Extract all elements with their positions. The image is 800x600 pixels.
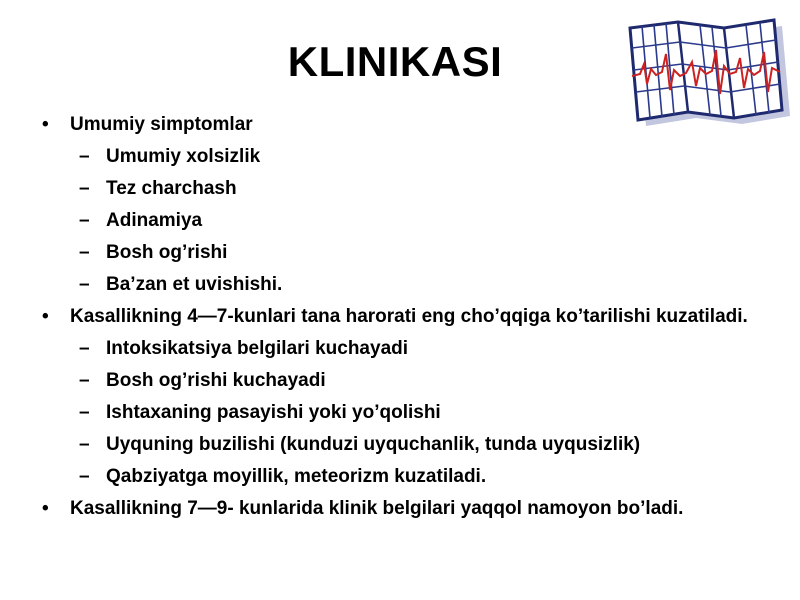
sub-item-text: Ishtaxaning pasayishi yoki yo’qolishi bbox=[106, 402, 441, 423]
dash-icon: – bbox=[79, 178, 90, 199]
dash-icon: – bbox=[79, 274, 90, 295]
dash-icon: – bbox=[79, 402, 90, 423]
slide-content bbox=[40, 112, 780, 528]
bullet-item bbox=[40, 112, 780, 137]
sub-item bbox=[40, 144, 780, 169]
bullet-icon: • bbox=[42, 114, 49, 135]
sub-item bbox=[40, 432, 780, 457]
bullet-icon: • bbox=[42, 498, 49, 519]
bullet-icon: • bbox=[42, 306, 49, 327]
sub-item-text: Umumiy xolsizlik bbox=[106, 146, 261, 167]
sub-list bbox=[40, 336, 780, 489]
dash-icon: – bbox=[79, 146, 90, 167]
sub-item bbox=[40, 176, 780, 201]
dash-icon: – bbox=[79, 370, 90, 391]
ecg-chart-icon bbox=[620, 14, 790, 126]
sub-item bbox=[40, 464, 780, 489]
sub-item-text: Uyquning buzilishi (kunduzi uyquchanlik, tunda uyqusizlik) bbox=[106, 434, 641, 455]
bullet-text: Kasallikning 4—7-kunlari tana harorati eng cho’qqiga ko’tarilishi kuzatiladi. bbox=[70, 306, 748, 327]
sub-list bbox=[40, 144, 780, 297]
sub-item-text: Qabziyatga moyillik, meteorizm kuzatiladi. bbox=[106, 466, 487, 487]
bullet-item bbox=[40, 304, 780, 329]
sub-item bbox=[40, 240, 780, 265]
sub-item-text: Intoksikatsiya belgilari kuchayadi bbox=[106, 338, 409, 359]
sub-item bbox=[40, 336, 780, 361]
bullet-text: Kasallikning 7—9- kunlarida klinik belgilari yaqqol namoyon bo’ladi. bbox=[70, 498, 684, 519]
sub-item-text: Bosh og’rishi bbox=[106, 242, 228, 263]
dash-icon: – bbox=[79, 242, 90, 263]
sub-item-text: Bosh og’rishi kuchayadi bbox=[106, 370, 326, 391]
dash-icon: – bbox=[79, 466, 90, 487]
bullet-item bbox=[40, 496, 780, 521]
bullet-text: Umumiy simptomlar bbox=[70, 114, 253, 135]
slide-title: KLINIKASI bbox=[287, 38, 503, 85]
sub-item bbox=[40, 208, 780, 233]
sub-item-text: Adinamiya bbox=[106, 210, 203, 231]
sub-item bbox=[40, 400, 780, 425]
dash-icon: – bbox=[79, 210, 90, 231]
sub-item bbox=[40, 368, 780, 393]
sub-item-text: Ba’zan et uvishishi. bbox=[106, 274, 283, 295]
sub-item bbox=[40, 272, 780, 297]
dash-icon: – bbox=[79, 434, 90, 455]
sub-item-text: Tez charchash bbox=[106, 178, 237, 199]
dash-icon: – bbox=[79, 338, 90, 359]
